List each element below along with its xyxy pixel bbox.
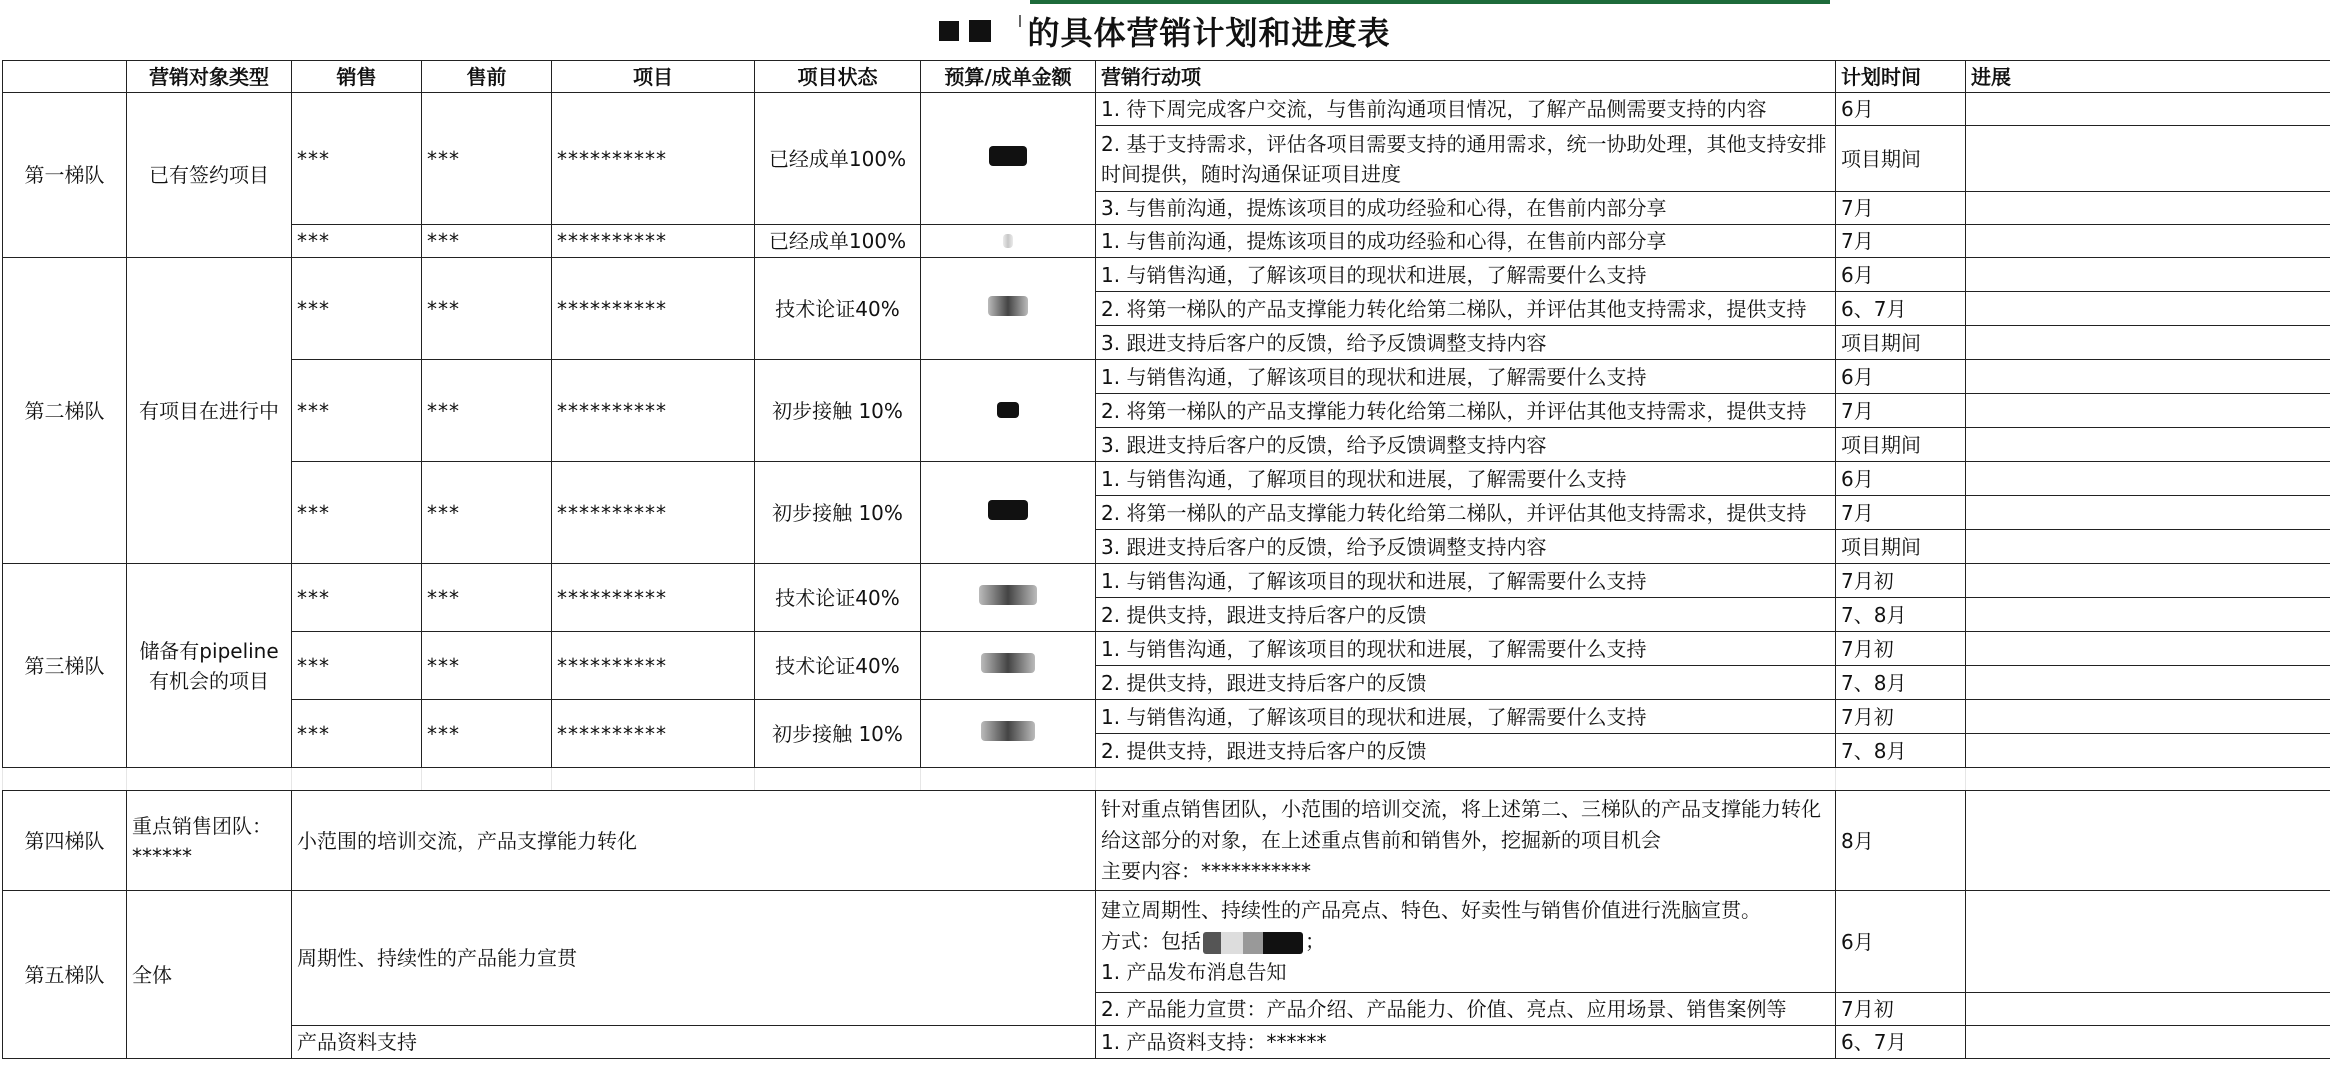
target-type: 已有签约项目 (127, 93, 292, 258)
table-row (3, 360, 2330, 394)
time-cell[interactable]: 7月初 (1836, 564, 1966, 598)
sales-cell[interactable]: *** (292, 700, 422, 768)
sales-cell[interactable]: *** (292, 93, 422, 225)
redacted-amount (989, 146, 1027, 166)
target-type-line: ****** (132, 843, 192, 868)
redacted-amount (979, 585, 1037, 605)
progress-cell[interactable] (1966, 360, 2330, 394)
action-cell[interactable] (1096, 891, 1836, 993)
progress-cell[interactable] (1966, 462, 2330, 496)
spacer-row (3, 768, 2330, 791)
time-cell[interactable]: 7、8月 (1836, 734, 1966, 768)
action-line: 给这部分的对象，在上述重点售前和销售外，挖掘新的项目机会 (1101, 828, 1661, 852)
action-line (1101, 926, 1830, 957)
progress-cell[interactable] (1966, 258, 2330, 292)
action-cell[interactable]: 3. 跟进支持后客户的反馈，给予反馈调整支持内容 (1096, 326, 1836, 360)
progress-cell[interactable] (1966, 292, 2330, 326)
time-cell[interactable]: 6、7月 (1836, 1026, 1966, 1059)
action-line: 建立周期性、持续性的产品亮点、特色、好卖性与销售价值进行洗脑宣贯。 (1101, 898, 1761, 922)
budget-cell[interactable] (921, 258, 1096, 360)
status-cell[interactable]: 初步接触 10% (755, 700, 921, 768)
presales-cell[interactable]: *** (422, 225, 552, 258)
action-cell[interactable]: 1. 与销售沟通，了解该项目的现状和进展，了解需要什么支持 (1096, 564, 1836, 598)
table-row (3, 632, 2330, 666)
action-cell[interactable]: 2. 基于支持需求，评估各项目需要支持的通用需求，统一协助处理，其他支持安排时间提供，随时沟通保证项目进度 (1096, 126, 1836, 192)
progress-cell[interactable] (1966, 394, 2330, 428)
time-cell[interactable]: 项目期间 (1836, 126, 1966, 192)
project-cell[interactable]: ********** (552, 462, 755, 564)
action-cell[interactable]: 1. 待下周完成客户交流，与售前沟通项目情况，了解产品侧需要支持的内容 (1096, 93, 1836, 126)
action-line: 针对重点销售团队，小范围的培训交流，将上述第二、三梯队的产品支撑能力转化 (1101, 797, 1821, 821)
header-cell: 售前 (422, 61, 552, 93)
action-cell[interactable]: 2. 将第一梯队的产品支撑能力转化给第二梯队，并评估其他支持需求，提供支持 (1096, 292, 1836, 326)
time-cell[interactable]: 7、8月 (1836, 598, 1966, 632)
progress-cell[interactable] (1966, 891, 2330, 993)
empty-cell (921, 768, 1096, 791)
progress-cell[interactable] (1966, 791, 2330, 891)
target-type (127, 564, 292, 768)
status-cell[interactable]: 已经成单100% (755, 225, 921, 258)
table-row (3, 1026, 2330, 1059)
target-type-line: 储备有pipeline (139, 638, 279, 663)
project-cell[interactable]: 周期性、持续性的产品能力宣贯 (292, 891, 1096, 1026)
project-cell[interactable]: ********** (552, 225, 755, 258)
target-type-line: 重点销售团队： (132, 813, 272, 838)
time-cell[interactable]: 项目期间 (1836, 428, 1966, 462)
status-cell[interactable]: 初步接触 10% (755, 360, 921, 462)
status-cell[interactable]: 技术论证40% (755, 564, 921, 632)
time-cell[interactable]: 6月 (1836, 462, 1966, 496)
redacted-amount (981, 721, 1035, 741)
time-cell[interactable]: 7月 (1836, 192, 1966, 225)
status-cell[interactable]: 已经成单100% (755, 93, 921, 225)
action-cell[interactable]: 1. 与销售沟通，了解该项目的现状和进展，了解需要什么支持 (1096, 700, 1836, 734)
budget-cell[interactable] (921, 360, 1096, 462)
progress-cell[interactable] (1966, 225, 2330, 258)
empty-cell (1836, 768, 1966, 791)
header-cell: 营销对象类型 (127, 61, 292, 93)
presales-cell[interactable]: *** (422, 700, 552, 768)
target-type (127, 791, 292, 891)
time-cell[interactable]: 6月 (1836, 891, 1966, 993)
redacted-amount (997, 402, 1019, 418)
action-line: 1. 产品发布消息告知 (1101, 960, 1287, 984)
budget-cell[interactable] (921, 632, 1096, 700)
redacted-block (1203, 932, 1303, 954)
tier-label: 第五梯队 (3, 891, 127, 1059)
tier-label: 第二梯队 (3, 258, 127, 564)
time-cell[interactable]: 8月 (1836, 791, 1966, 891)
project-cell[interactable]: 小范围的培训交流，产品支撑能力转化 (292, 791, 1096, 891)
presales-cell[interactable]: *** (422, 632, 552, 700)
progress-cell[interactable] (1966, 93, 2330, 126)
progress-cell[interactable] (1966, 496, 2330, 530)
action-text: 方式：包括 (1101, 929, 1201, 953)
progress-cell[interactable] (1966, 734, 2330, 768)
action-cell[interactable]: 3. 跟进支持后客户的反馈，给予反馈调整支持内容 (1096, 428, 1836, 462)
status-cell[interactable]: 技术论证40% (755, 632, 921, 700)
action-cell[interactable]: 1. 与销售沟通，了解该项目的现状和进展，了解需要什么支持 (1096, 632, 1836, 666)
action-cell[interactable]: 2. 将第一梯队的产品支撑能力转化给第二梯队，并评估其他支持需求，提供支持 (1096, 394, 1836, 428)
action-cell[interactable]: 1. 产品资料支持：****** (1096, 1026, 1836, 1059)
table-row (3, 700, 2330, 734)
header-cell (3, 61, 127, 93)
header-cell: 项目状态 (755, 61, 921, 93)
redacted-mark (1019, 15, 1021, 27)
time-cell[interactable]: 6月 (1836, 93, 1966, 126)
time-cell[interactable]: 7月 (1836, 225, 1966, 258)
title-text: 的具体营销计划和进度表 (1027, 14, 1391, 52)
tier-label: 第一梯队 (3, 93, 127, 258)
action-cell[interactable]: 1. 与销售沟通，了解该项目的现状和进展，了解需要什么支持 (1096, 258, 1836, 292)
presales-cell[interactable]: *** (422, 258, 552, 360)
project-cell[interactable]: ********** (552, 632, 755, 700)
action-text: ； (1305, 929, 1325, 953)
empty-cell (1096, 768, 1836, 791)
sales-cell[interactable]: *** (292, 632, 422, 700)
target-type-line: 有机会的项目 (149, 668, 269, 693)
tier-label: 第三梯队 (3, 564, 127, 768)
progress-cell[interactable] (1966, 192, 2330, 225)
action-cell[interactable]: 1. 与售前沟通，提炼该项目的成功经验和心得，在售前内部分享 (1096, 225, 1836, 258)
time-cell[interactable]: 7月 (1836, 496, 1966, 530)
table-row (3, 93, 2330, 126)
redacted-amount (1003, 234, 1013, 248)
target-type: 全体 (127, 891, 292, 1059)
project-cell[interactable]: ********** (552, 93, 755, 225)
progress-cell[interactable] (1966, 326, 2330, 360)
time-cell[interactable]: 6月 (1836, 360, 1966, 394)
empty-cell (127, 768, 292, 791)
empty-cell (292, 768, 422, 791)
redacted-block (969, 20, 991, 42)
action-cell[interactable]: 3. 与售前沟通，提炼该项目的成功经验和心得，在售前内部分享 (1096, 192, 1836, 225)
action-cell[interactable]: 1. 与销售沟通，了解该项目的现状和进展，了解需要什么支持 (1096, 360, 1836, 394)
status-cell[interactable]: 技术论证40% (755, 258, 921, 360)
header-cell: 进展 (1966, 61, 2330, 93)
action-cell[interactable] (1096, 791, 1836, 891)
time-cell[interactable]: 7、8月 (1836, 666, 1966, 700)
project-cell[interactable]: ********** (552, 700, 755, 768)
time-cell[interactable]: 项目期间 (1836, 326, 1966, 360)
progress-cell[interactable] (1966, 530, 2330, 564)
action-cell[interactable]: 1. 与销售沟通，了解项目的现状和进展，了解需要什么支持 (1096, 462, 1836, 496)
presales-cell[interactable]: *** (422, 462, 552, 564)
header-cell: 计划时间 (1836, 61, 1966, 93)
header-cell: 项目 (552, 61, 755, 93)
status-cell[interactable]: 初步接触 10% (755, 462, 921, 564)
sales-cell[interactable]: *** (292, 360, 422, 462)
table-row (3, 791, 2330, 891)
time-cell[interactable]: 6月 (1836, 258, 1966, 292)
project-cell[interactable]: ********** (552, 564, 755, 632)
time-cell[interactable]: 7月 (1836, 394, 1966, 428)
progress-cell[interactable] (1966, 564, 2330, 598)
budget-cell[interactable] (921, 700, 1096, 768)
action-cell[interactable]: 2. 提供支持，跟进支持后客户的反馈 (1096, 598, 1836, 632)
table-row (3, 891, 2330, 993)
budget-cell[interactable] (921, 93, 1096, 225)
empty-cell (1966, 768, 2330, 791)
project-cell[interactable]: ********** (552, 258, 755, 360)
sales-cell[interactable]: *** (292, 258, 422, 360)
target-type: 有项目在进行中 (127, 258, 292, 564)
action-line: 主要内容：*********** (1101, 859, 1311, 883)
redacted-block (939, 21, 959, 41)
time-cell[interactable]: 7月初 (1836, 700, 1966, 734)
progress-cell[interactable] (1966, 993, 2330, 1026)
empty-cell (755, 768, 921, 791)
action-cell[interactable]: 3. 跟进支持后客户的反馈，给予反馈调整支持内容 (1096, 530, 1836, 564)
progress-cell[interactable] (1966, 700, 2330, 734)
budget-cell[interactable] (921, 462, 1096, 564)
table-row (3, 462, 2330, 496)
progress-cell[interactable] (1966, 428, 2330, 462)
presales-cell[interactable]: *** (422, 93, 552, 225)
table-row (3, 258, 2330, 292)
action-cell[interactable]: 2. 提供支持，跟进支持后客户的反馈 (1096, 666, 1836, 700)
tier-label: 第四梯队 (3, 791, 127, 891)
sheet-title (0, 4, 2330, 58)
header-cell: 预算/成单金额 (921, 61, 1096, 93)
time-cell[interactable]: 6、7月 (1836, 292, 1966, 326)
sales-cell[interactable]: *** (292, 564, 422, 632)
time-cell[interactable]: 7月初 (1836, 632, 1966, 666)
progress-cell[interactable] (1966, 126, 2330, 192)
redacted-amount (981, 653, 1035, 673)
budget-cell[interactable] (921, 564, 1096, 632)
progress-cell[interactable] (1966, 632, 2330, 666)
empty-cell (3, 768, 127, 791)
title-bar (0, 0, 2330, 62)
header-cell: 营销行动项 (1096, 61, 1836, 93)
plan-table (2, 60, 2330, 1059)
header-row (3, 61, 2330, 93)
action-cell[interactable]: 2. 将第一梯队的产品支撑能力转化给第二梯队，并评估其他支持需求，提供支持 (1096, 496, 1836, 530)
table-row (3, 564, 2330, 598)
project-cell[interactable]: 产品资料支持 (292, 1026, 1096, 1059)
empty-cell (552, 768, 755, 791)
progress-cell[interactable] (1966, 598, 2330, 632)
action-cell[interactable]: 2. 产品能力宣贯：产品介绍、产品能力、价值、亮点、应用场景、销售案例等 (1096, 993, 1836, 1026)
table-row (3, 225, 2330, 258)
progress-cell[interactable] (1966, 666, 2330, 700)
redacted-amount (988, 296, 1028, 316)
sales-cell[interactable]: *** (292, 462, 422, 564)
empty-cell (422, 768, 552, 791)
header-cell: 销售 (292, 61, 422, 93)
progress-cell[interactable] (1966, 1026, 2330, 1059)
presales-cell[interactable]: *** (422, 564, 552, 632)
redacted-amount (988, 500, 1028, 520)
time-cell[interactable]: 项目期间 (1836, 530, 1966, 564)
budget-cell[interactable] (921, 225, 1096, 258)
project-cell[interactable]: ********** (552, 360, 755, 462)
sales-cell[interactable]: *** (292, 225, 422, 258)
presales-cell[interactable]: *** (422, 360, 552, 462)
time-cell[interactable]: 7月初 (1836, 993, 1966, 1026)
action-cell[interactable]: 2. 提供支持，跟进支持后客户的反馈 (1096, 734, 1836, 768)
